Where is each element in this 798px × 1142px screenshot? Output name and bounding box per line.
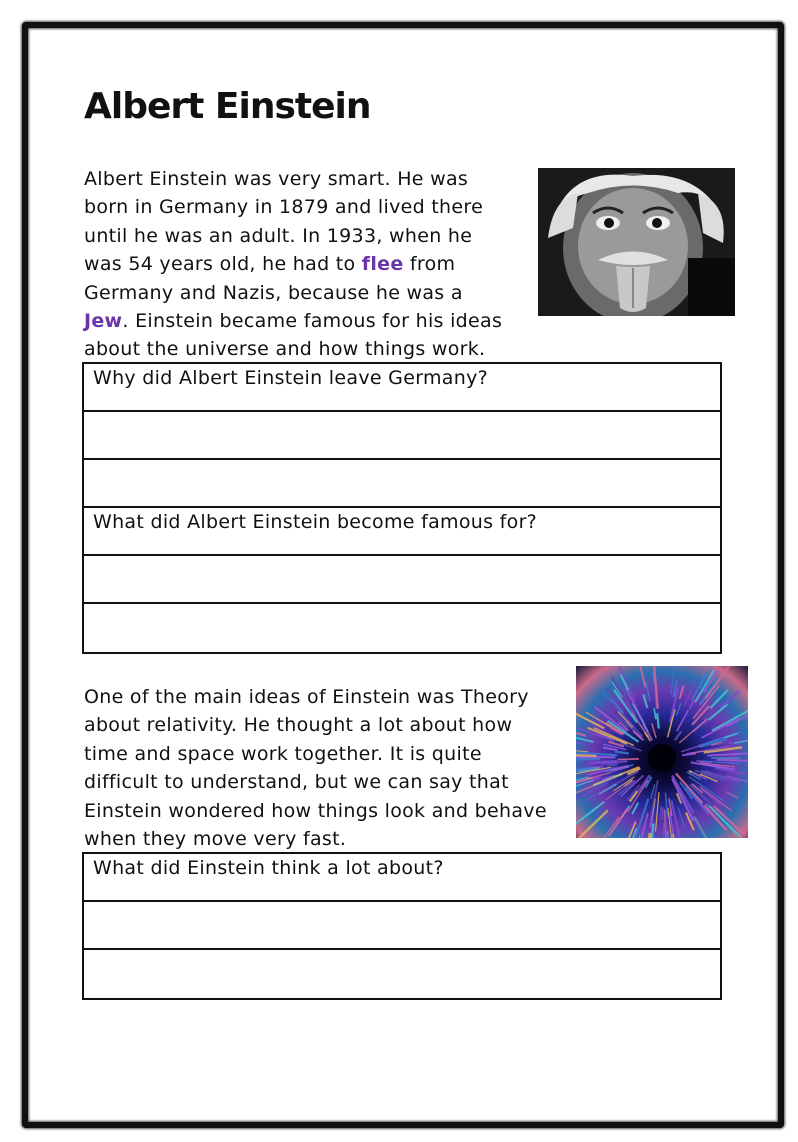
relativity-line: One of the main ideas of Einstein was Theory [84, 686, 529, 708]
space-streak [615, 752, 629, 754]
answer-row[interactable] [84, 460, 720, 508]
space-streak [655, 792, 659, 832]
space-streak [717, 760, 748, 761]
intro-line [84, 307, 524, 335]
space-streak [652, 723, 656, 738]
question-row: What did Einstein think a lot about? [84, 854, 720, 902]
space-streak [710, 806, 742, 838]
space-streak [673, 834, 676, 838]
intro-text: from [403, 253, 456, 276]
space-streak [576, 748, 588, 752]
space-streak [724, 734, 737, 738]
space-streak [607, 764, 617, 765]
space-streak [740, 744, 748, 747]
relativity-line: difficult to understand, but we can say that [84, 771, 509, 794]
question-row: Why did Albert Einstein leave Germany? [84, 364, 720, 412]
relativity-paragraph [84, 683, 564, 853]
space-streak [694, 816, 713, 838]
highlight-word-jew: Jew [84, 310, 123, 333]
space-streak [618, 759, 639, 760]
space-warp-image [576, 666, 748, 838]
space-streak [654, 708, 656, 719]
intro-paragraph [84, 165, 524, 364]
space-streak [706, 804, 737, 836]
intro-text: was 54 years old, he had to [84, 253, 362, 276]
space-streak [708, 753, 748, 756]
space-streak [576, 742, 587, 744]
space-streak [621, 675, 629, 691]
space-streak [681, 745, 703, 752]
space-streak [579, 810, 608, 838]
space-streak [678, 807, 685, 828]
answer-row[interactable] [84, 412, 720, 460]
question-row: What did Albert Einstein become famous for? [84, 508, 720, 556]
intro-line: Albert Einstein was very smart. He was [84, 168, 469, 190]
highlight-word-flee: flee [361, 253, 404, 276]
space-streak [603, 747, 618, 750]
intro-line: Germany and Nazis, because he was a [84, 281, 463, 304]
relativity-line: when they move very fast. [84, 828, 347, 851]
space-streak [640, 666, 646, 688]
space-streak [726, 792, 738, 798]
relativity-line: Einstein wondered how things look and behave [84, 799, 547, 822]
space-streak [609, 809, 627, 836]
space-center [648, 744, 676, 772]
space-streak [576, 755, 597, 756]
space-streak [657, 713, 659, 728]
intro-line [84, 250, 524, 278]
space-streak [637, 835, 640, 838]
intro-line: until he was an adult. In 1933, when he [84, 224, 473, 247]
answer-row[interactable] [84, 950, 720, 998]
space-streak [680, 686, 684, 699]
page-title: Albert Einstein [84, 86, 371, 127]
answer-row[interactable] [84, 604, 720, 652]
space-streak [576, 759, 600, 760]
intro-text: . Einstein became famous for his ideas [122, 310, 503, 333]
einstein-photo-drawing [538, 168, 735, 316]
space-warp-drawing [576, 666, 748, 838]
answer-row[interactable] [84, 556, 720, 604]
questions-table-1 [82, 362, 722, 654]
space-streak [691, 830, 698, 838]
relativity-line: about relativity. He thought a lot about how [84, 714, 513, 737]
space-streak [675, 731, 682, 740]
space-streak [576, 737, 593, 742]
space-streak [677, 703, 681, 716]
space-streak [576, 802, 604, 826]
answer-row[interactable] [84, 902, 720, 950]
relativity-line: time and space work together. It is quite [84, 742, 482, 765]
questions-table-2 [82, 852, 722, 1000]
einstein-photo [538, 168, 735, 316]
space-streak [644, 833, 650, 838]
space-streak [677, 710, 688, 731]
intro-line: about the universe and how things work. [84, 338, 486, 361]
intro-line: born in Germany in 1879 and lived there [84, 196, 484, 219]
